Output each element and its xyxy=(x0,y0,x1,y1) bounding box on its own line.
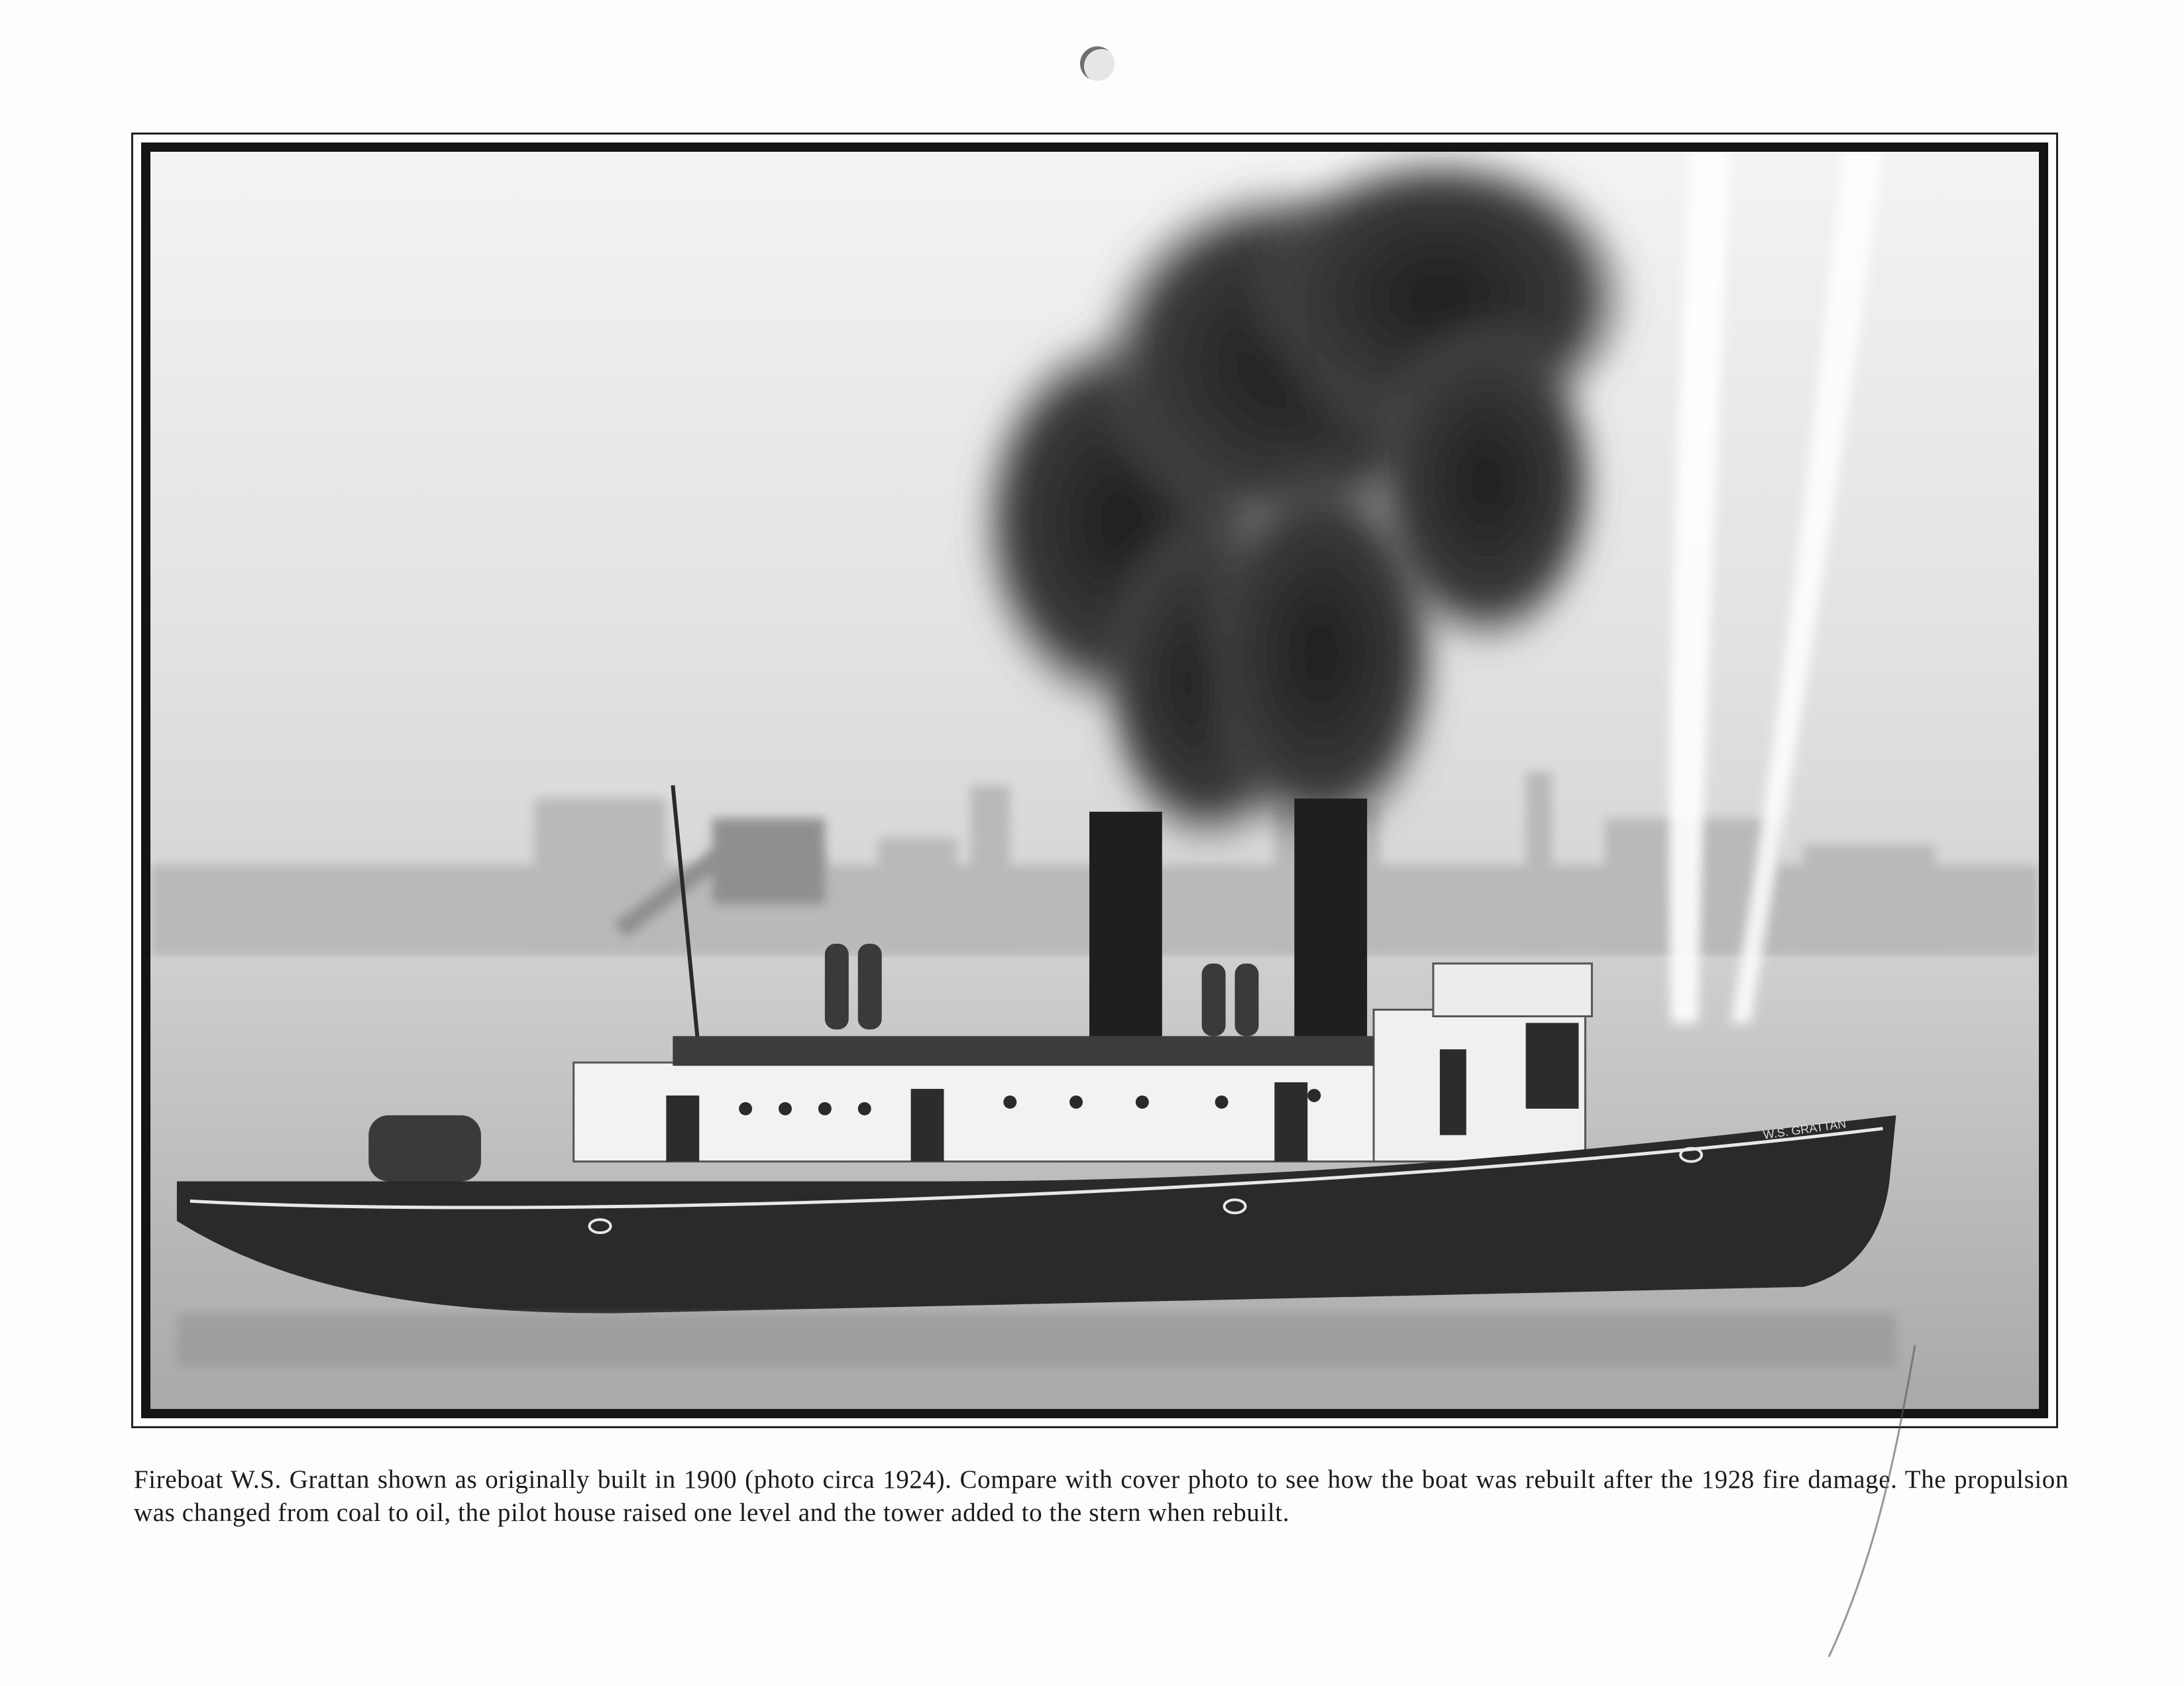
deck-monitor xyxy=(368,1115,481,1182)
forward-smokestack xyxy=(1089,812,1162,1049)
photo-frame xyxy=(131,133,2058,1428)
hull-name-text: W.S. GRATTAN xyxy=(1762,1117,1847,1142)
fireboat-photo xyxy=(150,152,2039,1409)
photo-caption: Fireboat W.S. Grattan shown as originally built in 1900 (photo circa 1924). Compare with cover photo to see how the boat was rebuilt after the 1928 fire damage. The propulsion was changed from coal to oil, the pilot house raised one level and the tower added to the stern when rebuilt. xyxy=(134,1465,2069,1527)
aft-smokestack xyxy=(1294,799,1367,1042)
binder-punch-hole xyxy=(1080,46,1115,81)
photo-border xyxy=(141,142,2048,1418)
hull-reflection xyxy=(177,1314,1896,1367)
